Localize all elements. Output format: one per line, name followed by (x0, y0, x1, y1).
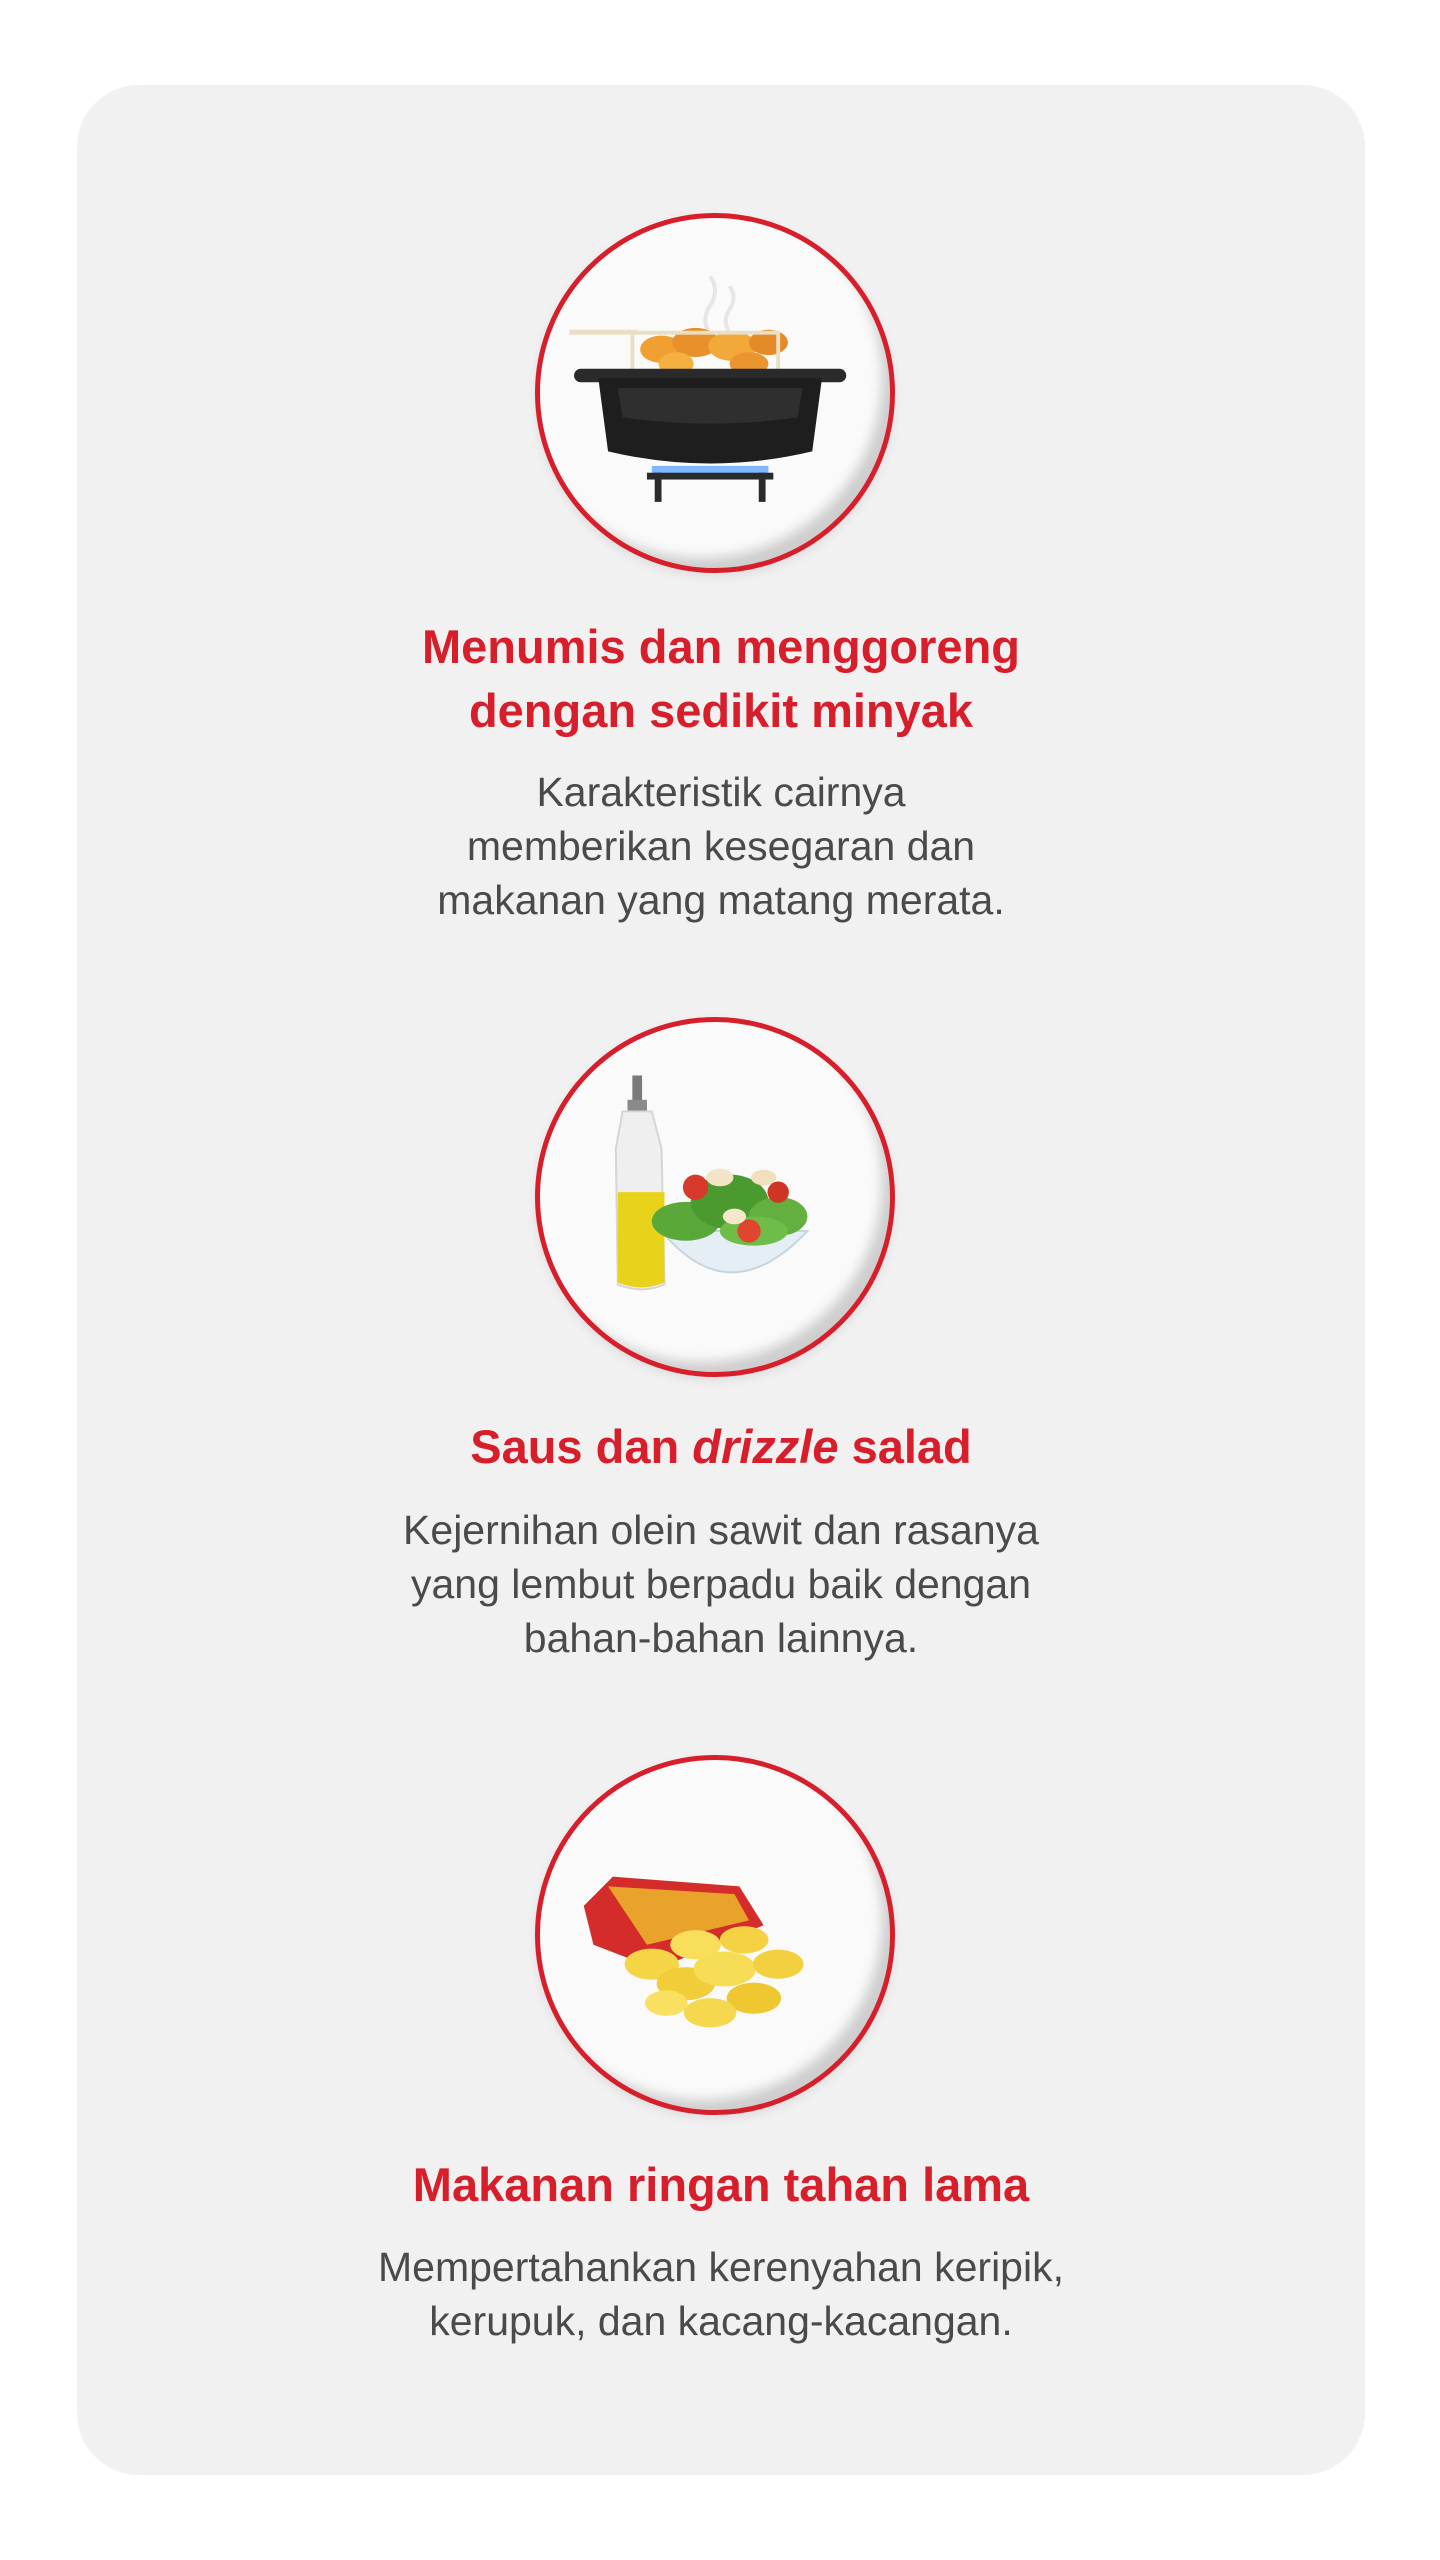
snacks-title: Makanan ringan tahan lama (412, 2158, 1030, 2211)
chips-bag-icon (540, 1760, 890, 2110)
snacks-description: Mempertahankan kerenyahan keripik, kerupuk, dan kacang-kacangan. (378, 2244, 1064, 2344)
frying-pot-icon (540, 218, 890, 568)
frying-description: Karakteristik cairnya memberikan kesegaran dan makanan yang matang merata. (437, 769, 1005, 923)
content-card (77, 85, 1365, 2475)
salad-description: Kejernihan olein sawit dan rasanya yang lembut berpadu baik dengan bahan-bahan lainnya. (403, 1507, 1039, 1661)
salad-title-italic: drizzle (692, 1420, 839, 1473)
snacks-image-circle (535, 1755, 895, 2115)
frying-image-circle (535, 213, 895, 573)
frying-title: Menumis dan menggoreng dengan sedikit minyak (422, 620, 1020, 737)
salad-oil-icon (540, 1022, 890, 1372)
salad-image-circle (535, 1017, 895, 1377)
salad-title: Saus dan drizzle salad (470, 1420, 972, 1473)
